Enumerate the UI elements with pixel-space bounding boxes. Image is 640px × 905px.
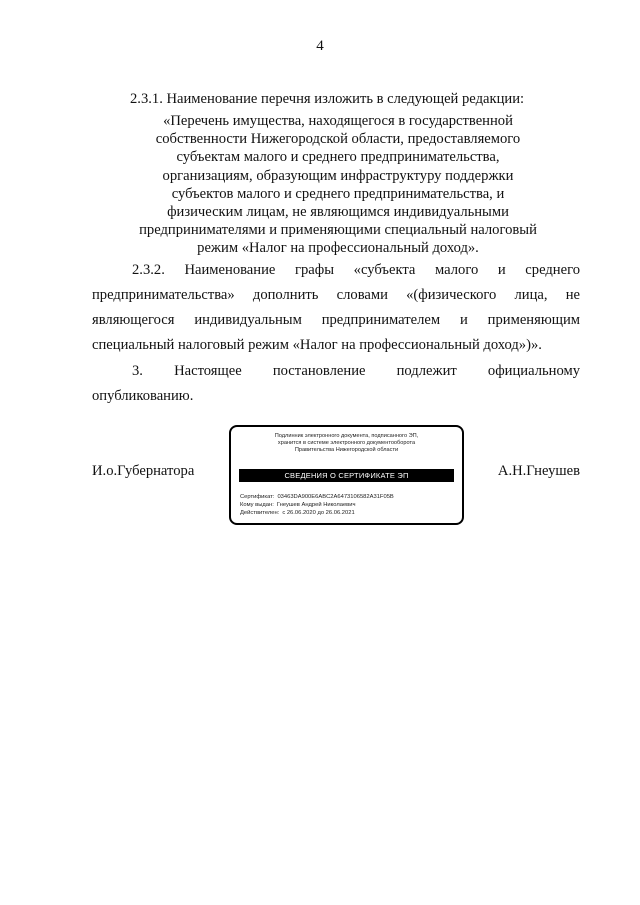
section-3-line: опубликованию. [92, 388, 194, 404]
quote-line: субъектов малого и среднего предпринимательства, и [171, 185, 505, 202]
page-number: 4 [316, 38, 324, 54]
validity-row [240, 509, 394, 517]
section-2-3-2-line: 2.3.2. Наименование графы «субъекта малого и среднего [132, 262, 580, 278]
section-3-line: 3. Настоящее постановление подлежит официальному [132, 363, 580, 379]
stamp-header [231, 433, 462, 455]
stamp-header-line: хранится в системе электронного документооборота [277, 440, 416, 447]
issued-to-label: Кому выдан: [240, 502, 274, 508]
quote-line: физическим лицам, не являющимся индивидуальными [167, 204, 509, 221]
electronic-signature-stamp [229, 425, 464, 525]
signatory-name: А.Н.Гнеушев [497, 463, 580, 479]
quote-line: собственности Нижегородской области, предоставляемого [155, 131, 521, 148]
section-2-3-2-line: предпринимательства» дополнить словами «(физического лица, не [92, 287, 580, 303]
validity-value: с 26.06.2020 до 26.06.2021 [282, 510, 355, 516]
issued-to-value: Гнеушев Андрей Николаевич [276, 502, 356, 508]
certificate-label: Сертификат: [240, 494, 275, 500]
stamp-title: СВЕДЕНИЯ О СЕРТИФИКАТЕ ЭП [239, 469, 454, 482]
quote-line: режим «Налог на профессиональный доход». [197, 240, 479, 257]
quote-line: предпринимателями и применяющими специальный налоговый [139, 222, 537, 239]
stamp-header-line: Правительства Нижегородской области [294, 447, 399, 454]
certificate-value: 03463DA900E6ABC2A6473106582A31F05B [277, 494, 394, 500]
signatory-position: И.о.Губернатора [92, 463, 195, 479]
issued-to-row [240, 501, 394, 509]
section-2-3-2-line: являющегося индивидуальным предпринимателем и применяющим [92, 312, 580, 328]
section-2-3-2 [92, 258, 580, 358]
quote-line: организациям, образующим инфраструктуру поддержки [162, 167, 514, 184]
section-3 [92, 359, 580, 409]
section-2-3-1-text: 2.3.1. Наименование перечня изложить в следующей редакции: [130, 91, 525, 107]
quote-line: субъектам малого и среднего предпринимательства, [176, 149, 500, 166]
section-2-3-2-line: специальный налоговый режим «Налог на профессиональный доход»)». [92, 337, 542, 353]
certificate-row [240, 493, 394, 501]
validity-label: Действителен: [240, 510, 280, 516]
quote-line: «Перечень имущества, находящегося в государственной [163, 113, 513, 129]
stamp-header-line: Подлинник электронного документа, подписанного ЭП, [274, 433, 419, 439]
stamp-details [240, 493, 394, 517]
list-title-quote [128, 112, 548, 258]
